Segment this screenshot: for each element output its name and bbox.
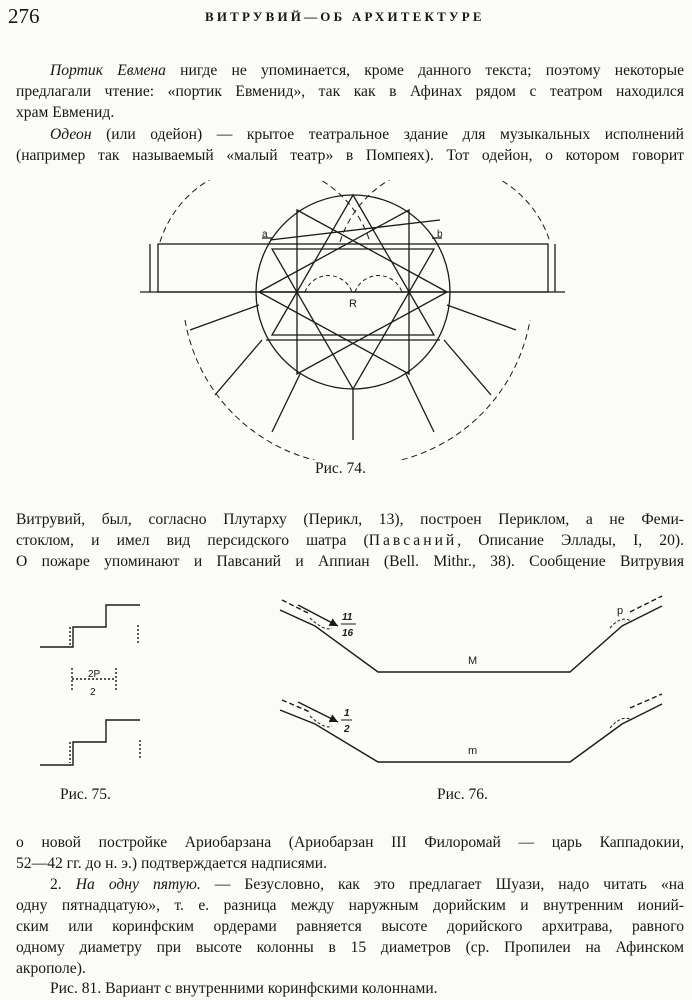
- text-line: о новой постройке Ариобарзана (Ариобарзан III Филоромай — царь Каппадокии,: [16, 834, 684, 851]
- term-italic: Одеон: [50, 126, 92, 143]
- figure-74-diagram: [0, 180, 692, 460]
- figure-74-caption: Рис. 74.: [315, 460, 366, 477]
- text-line: [16, 60, 684, 81]
- label-m-lower: m: [468, 745, 478, 757]
- text-line: 52—42 гг. до н. э.) подтверждается надписями.: [16, 855, 328, 872]
- label-m-upper: M: [468, 655, 478, 667]
- fraction-2-numerator: 1: [344, 708, 350, 719]
- text-line: Витрувий, был, согласно Плутарху (Перикл, 13), построен Периклом, а не Феми-: [16, 511, 684, 528]
- text-line: одному диаметру при высоте колонны в 15 диаметров (ср. Пропилеи на Афинском: [16, 939, 684, 956]
- paragraph-fig81: [16, 978, 684, 999]
- text-line: Рис. 81. Вариант с внутренними коринфскими колоннами.: [50, 980, 438, 997]
- text-run: стоклом, и имел вид персидского шатра (: [16, 532, 369, 549]
- text-line: (например так называемый «малый театр» в Помпеях). Тот одейон, о котором говорит: [16, 147, 684, 164]
- term-italic: Портик Евмена: [50, 62, 166, 79]
- note-number: 2.: [50, 876, 76, 893]
- author-spaced: Павсаний: [368, 532, 458, 549]
- label-b: b: [437, 229, 443, 240]
- paragraph-plutarch: [16, 509, 684, 572]
- label-r: R: [349, 298, 357, 310]
- text-line: О пожаре упоминают и Павсаний и Аппиан (Bell. Mithr., 38). Сообщение Витрувия: [16, 553, 684, 570]
- label-p: p: [617, 605, 624, 617]
- figure-75-caption: Рис. 75.: [60, 786, 111, 803]
- fraction-1-denominator: 16: [342, 628, 354, 639]
- text-run: — Безусловно, как это предлагает Шуази, надо читать «на: [200, 876, 685, 893]
- text-run: нигде не упоминается, кроме данного текста; поэтому некоторые: [165, 62, 684, 79]
- page-number: 276: [8, 4, 40, 28]
- figure-75-diagram: [28, 595, 168, 780]
- text-line: [16, 530, 684, 551]
- text-line: храм Евменид.: [16, 104, 115, 121]
- figure-76-caption: Рис. 76.: [437, 786, 488, 803]
- term-italic: На одну пятую.: [75, 876, 201, 893]
- label-2: 2: [90, 687, 96, 698]
- figure-76-diagram: [270, 590, 680, 770]
- text-line: [16, 124, 684, 145]
- text-line: предлагали чтение: «портик Евменид», так как в Афинах рядом с театром находился: [16, 83, 684, 100]
- paragraph-one-fifth: [16, 874, 684, 979]
- text-line: акрополе).: [16, 960, 86, 977]
- text-line: одну пятнадцатую», т. е. разница между наружным дорийским и внутренним ионий-: [16, 897, 684, 914]
- running-title: ВИТРУВИЙ—ОБ АРХИТЕКТУРЕ: [205, 9, 485, 24]
- paragraph-portico: [16, 60, 684, 123]
- paragraph-ariobarzanes: [16, 832, 684, 874]
- text-run: , Описание Эллады, I, 20).: [457, 532, 684, 549]
- paragraph-odeon: [16, 124, 684, 166]
- label-2p: 2P: [88, 669, 101, 680]
- fraction-1-numerator: 11: [342, 612, 353, 623]
- fraction-2-denominator: 2: [344, 724, 350, 735]
- label-a: a: [262, 229, 268, 240]
- text-line: ским или коринфским ордерами равняется высоте дорийского архитрава, равного: [16, 918, 684, 935]
- text-line: [16, 874, 684, 895]
- text-run: (или одейон) — крытое театральное здание для музыкальных исполнений: [91, 126, 684, 143]
